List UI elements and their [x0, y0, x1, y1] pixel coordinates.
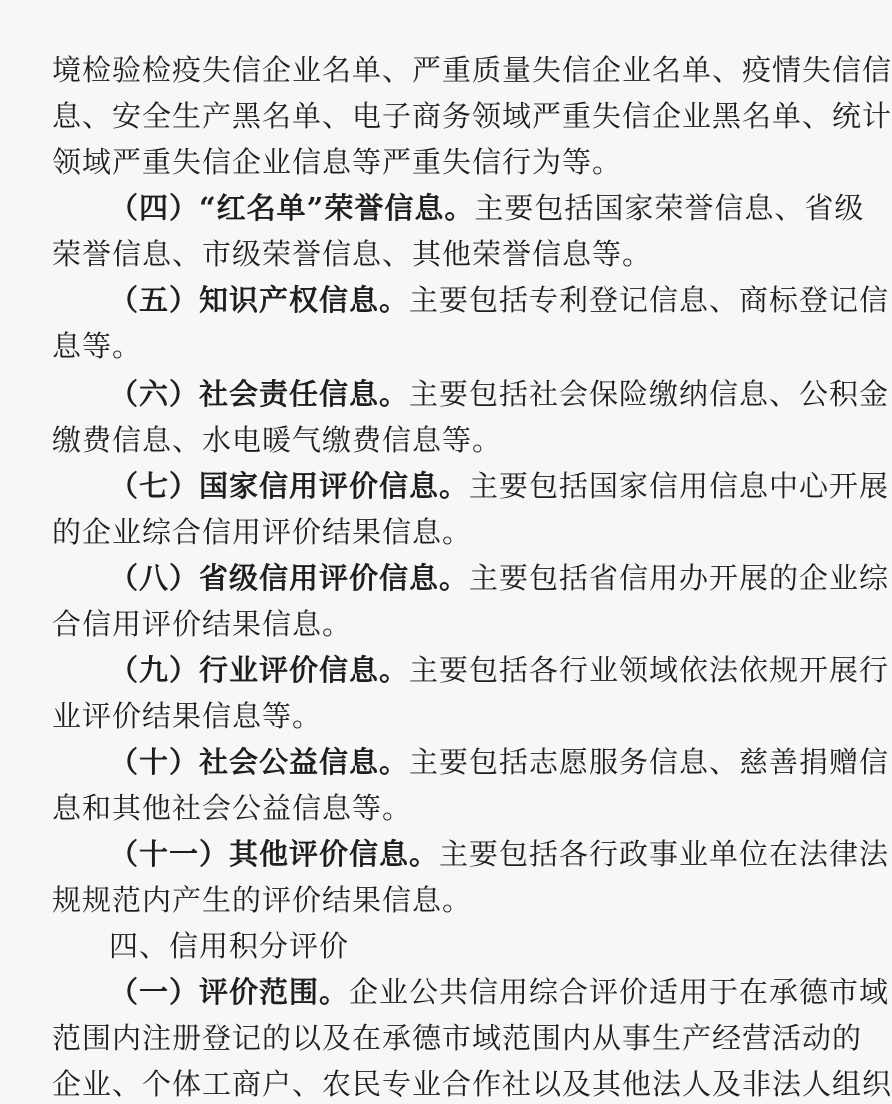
section-heading: （八）省级信用评价信息。: [109, 561, 470, 595]
text-line: 境检验检疫失信企业名单、严重质量失信企业名单、疫情失信信: [52, 53, 892, 87]
text-line: 息和其他社会公益信息等。: [52, 791, 413, 825]
section-heading: （十）社会公益信息。: [109, 745, 410, 779]
text-line: 的企业综合信用评价结果信息。: [52, 515, 473, 549]
chapter-heading: 四、信用积分评价: [109, 929, 350, 963]
section-line: （四）“红名单”荣誉信息。主要包括国家荣誉信息、省级: [109, 191, 865, 225]
section-heading: （一）评价范围。: [109, 975, 350, 1009]
section-heading: （十一）其他评价信息。: [109, 837, 440, 871]
text-line: 领域严重失信企业信息等严重失信行为等。: [52, 145, 623, 179]
section-line: （十）社会公益信息。主要包括志愿服务信息、慈善捐赠信: [109, 745, 890, 779]
section-line: （七）国家信用评价信息。主要包括国家信用信息中心开展: [109, 469, 890, 503]
section-line: （九）行业评价信息。主要包括各行业领域依法依规开展行: [109, 653, 890, 687]
section-heading: （九）行业评价信息。: [109, 653, 410, 687]
section-heading: （六）社会责任信息。: [109, 377, 410, 411]
text-line: 范围内注册登记的以及在承德市域范围内从事生产经营活动的: [52, 1021, 863, 1055]
text-line: 缴费信息、水电暖气缴费信息等。: [52, 423, 503, 457]
section-heading: （四）“红名单”荣誉信息。: [109, 191, 475, 225]
section-line: （六）社会责任信息。主要包括社会保险缴纳信息、公积金: [109, 377, 890, 411]
section-line: （八）省级信用评价信息。主要包括省信用办开展的企业综: [109, 561, 890, 595]
section-line: （十一）其他评价信息。主要包括各行政事业单位在法律法: [109, 837, 890, 871]
section-heading: （七）国家信用评价信息。: [109, 469, 470, 503]
text-line: 息等。: [52, 329, 143, 363]
text-line: 业评价结果信息等。: [52, 699, 323, 733]
text-line: 息、安全生产黑名单、电子商务领域严重失信企业黑名单、统计: [52, 99, 892, 133]
section-line: （一）评价范围。企业公共信用综合评价适用于在承德市域: [109, 975, 890, 1009]
text-line: 荣誉信息、市级荣誉信息、其他荣誉信息等。: [52, 237, 653, 271]
section-line: （五）知识产权信息。主要包括专利登记信息、商标登记信: [109, 283, 890, 317]
text-line: 企业、个体工商户、农民专业合作社以及其他法人及非法人组织: [52, 1067, 892, 1101]
section-heading: （五）知识产权信息。: [109, 283, 410, 317]
text-line: 规规范内产生的评价结果信息。: [52, 883, 473, 917]
text-line: 合信用评价结果信息。: [52, 607, 353, 641]
